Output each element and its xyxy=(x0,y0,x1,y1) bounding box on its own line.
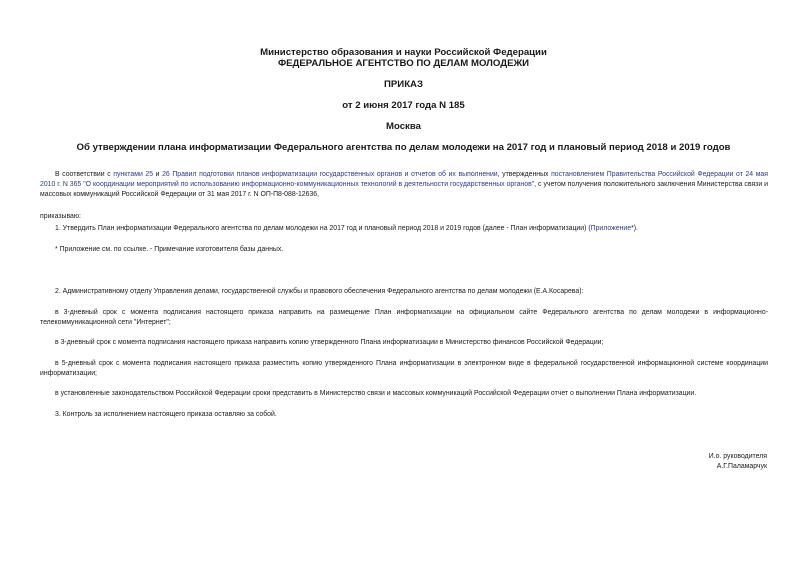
sub-item-4: в установленные законодательством Российской Федерации сроки представить в Министерство связи и массовых коммуникаций Российской Федерации отчет о выполнении Плана информатизации. xyxy=(55,390,697,397)
item-3: 3. Контроль за исполнением настоящего приказа оставляю за собой. xyxy=(55,411,277,418)
item-1 xyxy=(40,224,768,234)
preamble-text-2: и xyxy=(153,171,163,178)
link-rules[interactable]: Правил подготовки планов информатизации государственных органов и отчетов об их выполнении xyxy=(172,171,498,178)
link-appendix[interactable]: Приложение xyxy=(590,225,632,232)
sub-item-3: в 5-дневный срок с момента подписания настоящего приказа разместить копию утвержденного Плана информатизации в электронном виде в федеральной государственной информационной системе координации информатизации; xyxy=(40,360,768,377)
footnote: * Приложение см. по ссылке. - Примечание изготовителя базы данных. xyxy=(55,246,284,253)
item-1-text: 1. Утвердить План информатизации Федерального агентства по делам молодежи на 2017 год и плановый период 2018 и 2019 годов (далее - План информатизации) ( xyxy=(55,225,591,232)
doc-type: ПРИКАЗ xyxy=(384,79,423,90)
item-1-tail: *). xyxy=(631,225,638,232)
order-word: приказываю: xyxy=(40,213,81,220)
date-number: от 2 июня 2017 года N 185 xyxy=(342,100,465,111)
link-point-26[interactable]: 26 xyxy=(162,171,170,178)
preamble-text-5: , с учетом получения положительного заключения Министерства связи и массовых коммуникаций Российской Федерации от 31 мая 2017 г. N ОП-П8-088-12636, xyxy=(40,181,768,198)
signature-position: И.о. руководителя xyxy=(708,453,767,460)
preamble xyxy=(40,170,768,200)
item-2: 2. Административному отделу Управления делами, государственной службы и правового обеспечения Федерального агентства по делам молодежи (Е.А.Косарева): xyxy=(55,288,584,295)
link-point-25[interactable]: пунктами 25 xyxy=(113,171,154,178)
preamble-text-4: , утвержденных xyxy=(497,171,552,178)
agency-heading: ФЕДЕРАЛЬНОЕ АГЕНТСТВО ПО ДЕЛАМ МОЛОДЕЖИ xyxy=(277,58,530,69)
city: Москва xyxy=(386,121,421,132)
link-government-decree[interactable]: постановлением Правительства Российской Федерации от 24 мая 2010 г. N 365 "О координации мероприятий по использованию информационно-коммуникационных технологий в деятельности государственных органов" xyxy=(40,171,768,188)
signature-name: А.Г.Паламарчук xyxy=(716,463,767,470)
page-title: Об утверждении плана информатизации Федерального агентства по делам молодежи на 2017 год и плановый период 2018 и 2019 годов xyxy=(76,142,731,153)
sub-item-1: в 3-дневный срок с момента подписания настоящего приказа направить на размещение План информатизации на официальном сайте Федерального агентства по делам молодежи в информационно-телекоммуникационной сети "Интернет"; xyxy=(40,309,768,326)
ministry-heading: Министерство образования и науки Российской Федерации xyxy=(260,47,547,58)
sub-item-2: в 3-дневный срок с момента подписания настоящего приказа направить копию утвержденного Плана информатизации в Министерство финансов Российской Федерации; xyxy=(55,339,604,346)
preamble-text-1: В соответствии с xyxy=(55,171,114,178)
